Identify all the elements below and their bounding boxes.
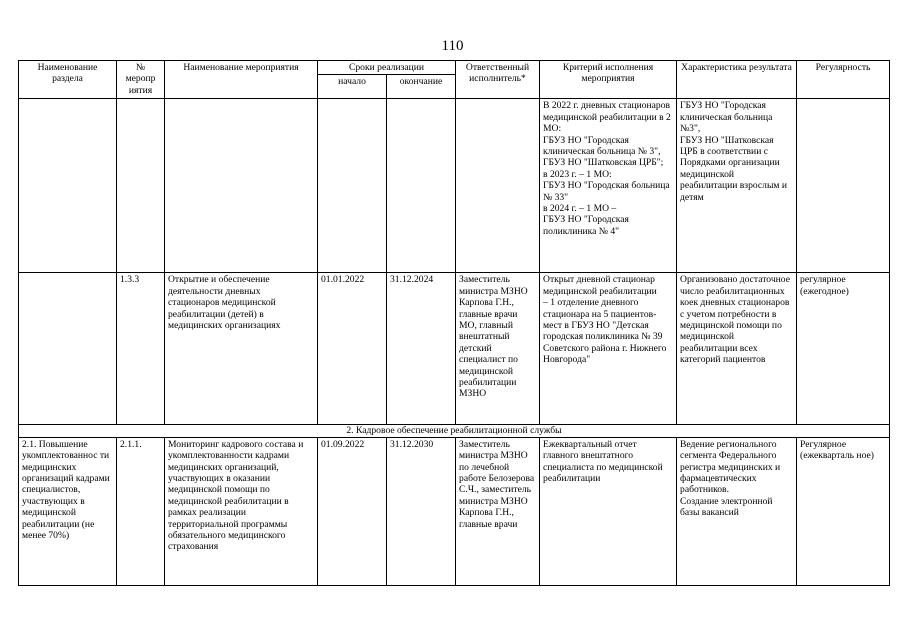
section-title: 2. Кадровое обеспечение реабилитационной службы [19,425,890,437]
cell-section [19,273,117,425]
table-row [19,437,890,585]
header-regularity: Регулярность [797,61,890,99]
header-start: начало [318,75,387,99]
cell-number: 1.3.3 [117,273,165,425]
header-criterion: Критерий исполнения мероприятия [540,61,677,99]
header-event: Наименование мероприятия [165,61,318,99]
header-result: Характеристика результата [677,61,797,99]
cell-event: Открытие и обеспечение деятельности дневных стационаров медицинской реабилитации (детей) в медицинских организациях [165,273,318,425]
cell-start: 01.09.2022 [318,437,387,585]
cell-end [387,99,456,273]
cell-end: 31.12.2030 [387,437,456,585]
cell-result: Организовано достаточное число реабилитационных коек дневных стационаров с учетом потребности в медицинской помощи по медицинской реабилитации всех категорий пациентов [677,273,797,425]
cell-responsible [456,99,540,273]
cell-criterion: Ежеквартальный отчет главного внештатного специалиста по медицинской реабилитации [540,437,677,585]
header-responsible: Ответственный исполнитель* [456,61,540,99]
cell-criterion: Открыт дневной стационар медицинской реабилитации – 1 отделение дневного стационара на 5 пациентов-мест в ГБУЗ НО "Детская городская поликлиника № 39 Советского района г. Нижнего Новгорода" [540,273,677,425]
cell-event: Мониторинг кадрового состава и укомплектованности кадрами медицинских организаций, участвующих в оказании медицинской помощи по медицинской реабилитации в рамках реализации территориальной программы обязательного медицинского страхования [165,437,318,585]
section-title-row [19,425,890,437]
cell-number [117,99,165,273]
plan-table [18,60,890,586]
cell-section: 2.1. Повышение укомплектованнос ти медицинских организаций кадрами специалистов, участвующих в медицинской реабилитации (не менее 70%) [19,437,117,585]
header-period: Сроки реализации [318,61,456,75]
page-number: 110 [441,38,464,54]
cell-responsible: Заместитель министра МЗНО по лечебной работе Белозерова С.Ч., заместитель министра МЗНО Карпова Г.Н., главные врачи [456,437,540,585]
header-number: № меропр иятия [117,61,165,99]
header-section: Наименование раздела [19,61,117,99]
cell-end: 31.12.2024 [387,273,456,425]
cell-number: 2.1.1. [117,437,165,585]
cell-regularity: Регулярное (ежекварталь ное) [797,437,890,585]
cell-event [165,99,318,273]
cell-section [19,99,117,273]
cell-regularity [797,99,890,273]
cell-start [318,99,387,273]
cell-result: ГБУЗ НО "Городская клиническая больница №3", ГБУЗ НО "Шатковская ЦРБ в соответствии с Порядками организации медицинской реабилитации взрослым и детям [677,99,797,273]
table-row [19,273,890,425]
header-end: окончание [387,75,456,99]
header-row [19,61,890,75]
cell-regularity: регулярное (ежегодное) [797,273,890,425]
cell-start: 01.01.2022 [318,273,387,425]
cell-criterion: В 2022 г. дневных стационаров медицинской реабилитации в 2 МО: ГБУЗ НО "Городская клиническая больница № 3", ГБУЗ НО "Шатковская ЦРБ"; в 2023 г. – 1 МО: ГБУЗ НО "Городская больница № 33" в 2024 г. – 1 МО – ГБУЗ НО "Городская поликлиника № 4" [540,99,677,273]
table-row [19,99,890,273]
cell-result: Ведение регионального сегмента Федерального регистра медицинских и фармацевтических работников. Создание электронной базы вакансий [677,437,797,585]
cell-responsible: Заместитель министра МЗНО Карпова Г.Н., главные врачи МО, главный внештатный детский специалист по медицинской реабилитации МЗНО [456,273,540,425]
